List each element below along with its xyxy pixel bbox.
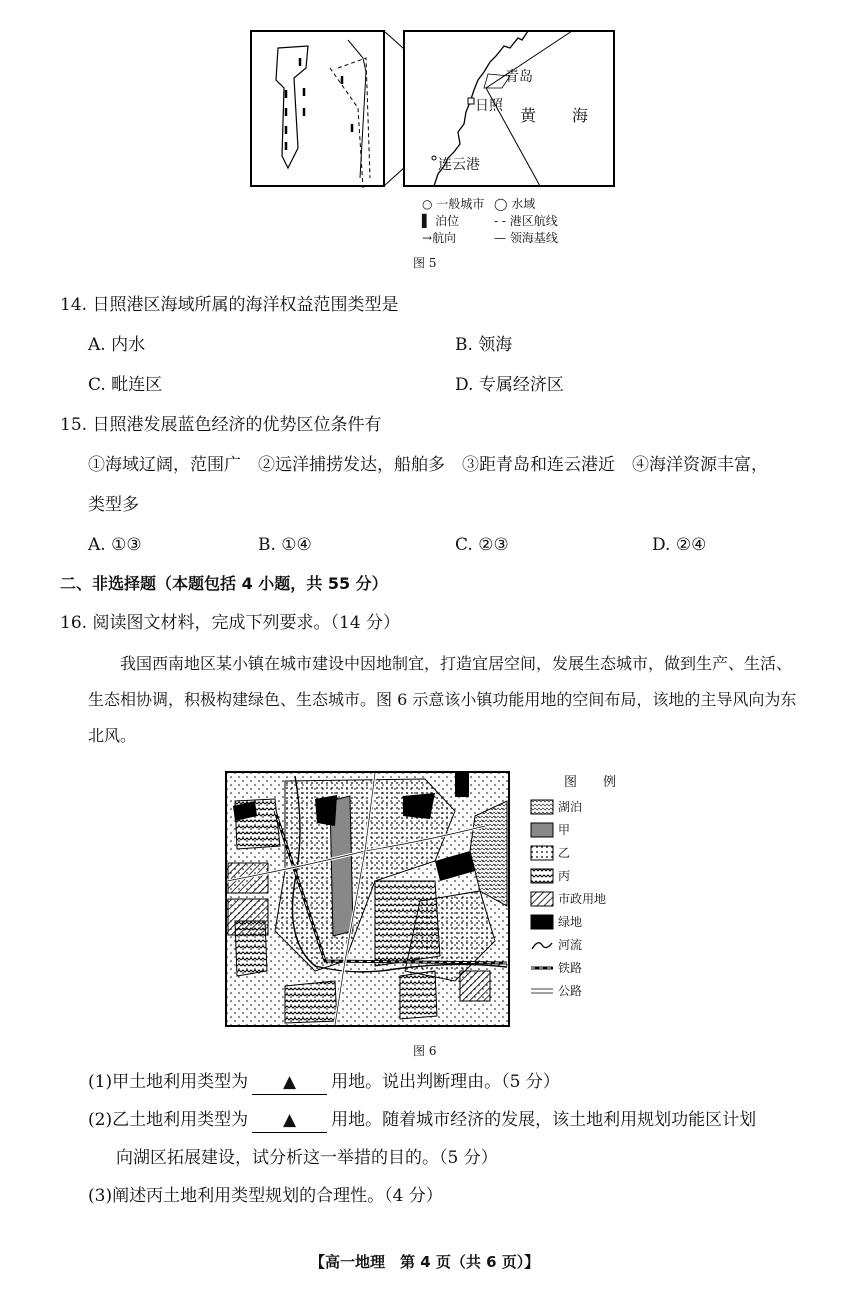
q15-option-a: A. ①③: [88, 535, 142, 555]
figure-6-map: [225, 771, 510, 1027]
q14-option-a: A. 内水: [88, 335, 146, 355]
legend-bing: 丙: [558, 869, 571, 883]
q15-stem: 15. 日照港发展蓝色经济的优势区位条件有: [60, 415, 382, 435]
q16-sub3: (3)阐述丙土地利用类型规划的合理性。（4 分）: [88, 1186, 443, 1206]
figure-6-caption: 图 6: [413, 1044, 437, 1058]
q16-sub2: (2)乙土地利用类型为 ▲ 用地。随着城市经济的发展，该土地利用规划功能区计划: [88, 1108, 756, 1133]
legend-road: 公路: [558, 984, 583, 998]
legend-railway: 铁路: [558, 961, 583, 975]
q14-option-b: B. 领海: [455, 335, 513, 355]
q15-items: ①海域辽阔，范围广 ②远洋捕捞发达，船舶多 ③距青岛和连云港近 ④海洋资源丰富，: [88, 455, 768, 475]
label-rizhao: 日照: [475, 98, 503, 114]
q16-sub1: (1)甲土地利用类型为 ▲ 用地。说出判断理由。（5 分）: [88, 1070, 560, 1095]
q14-option-d: D. 专属经济区: [455, 375, 564, 395]
q14-stem: 14. 日照港区海域所属的海洋权益范围类型是: [60, 295, 399, 315]
legend-jia: 甲: [558, 823, 571, 837]
label-hai: 海: [572, 106, 589, 125]
q15-option-b: B. ①④: [258, 535, 312, 555]
q16-material: 我国西南地区某小镇在城市建设中因地制宜，打造宜居空间，发展生态城市，做到生产、生活、生态相协调，积极构建绿色、生态城市。图 6 示意该小镇功能用地的空间布局，该地的主导风向为东北风。: [88, 654, 797, 745]
figure-5-map: [248, 28, 618, 193]
legend-lake: 湖泊: [558, 800, 583, 814]
legend-municipal: 市政用地: [558, 892, 607, 906]
figure-5-caption: 图 5: [413, 256, 437, 270]
label-qingdao: 青岛: [505, 69, 533, 85]
legend-yi: 乙: [558, 846, 571, 860]
q15-option-c: C. ②③: [455, 535, 509, 555]
answer-blank-2[interactable]: ▲: [252, 1108, 327, 1133]
section-2-heading: 二、非选择题（本题包括 4 小题，共 55 分）: [60, 574, 388, 593]
legend-river: 河流: [558, 938, 583, 952]
page-footer: 【高一地理 第 4 页（共 6 页）】: [310, 1253, 540, 1271]
label-lianyungang: 连云港: [438, 157, 480, 173]
label-huang: 黄: [520, 106, 537, 125]
figure-6-legend: 图 例 湖泊 甲 乙 丙 市政用地 绿地 河流 铁路 公路: [530, 771, 650, 999]
answer-blank-1[interactable]: ▲: [252, 1070, 327, 1095]
legend-green: 绿地: [558, 915, 583, 929]
q16-stem: 16. 阅读图文材料，完成下列要求。（14 分）: [60, 613, 400, 633]
q14-option-c: C. 毗连区: [88, 375, 163, 395]
q15-option-d: D. ②④: [652, 535, 707, 555]
q15-items-cont: 类型多: [88, 495, 139, 515]
q16-sub2-cont: 向湖区拓展建设，试分析这一举措的目的。（5 分）: [116, 1148, 498, 1168]
figure-5-legend: ○ 一般城市 ◯ 水域 ▌ 泊位 - - 港区航线 →航向 — 领海基线: [422, 197, 558, 245]
